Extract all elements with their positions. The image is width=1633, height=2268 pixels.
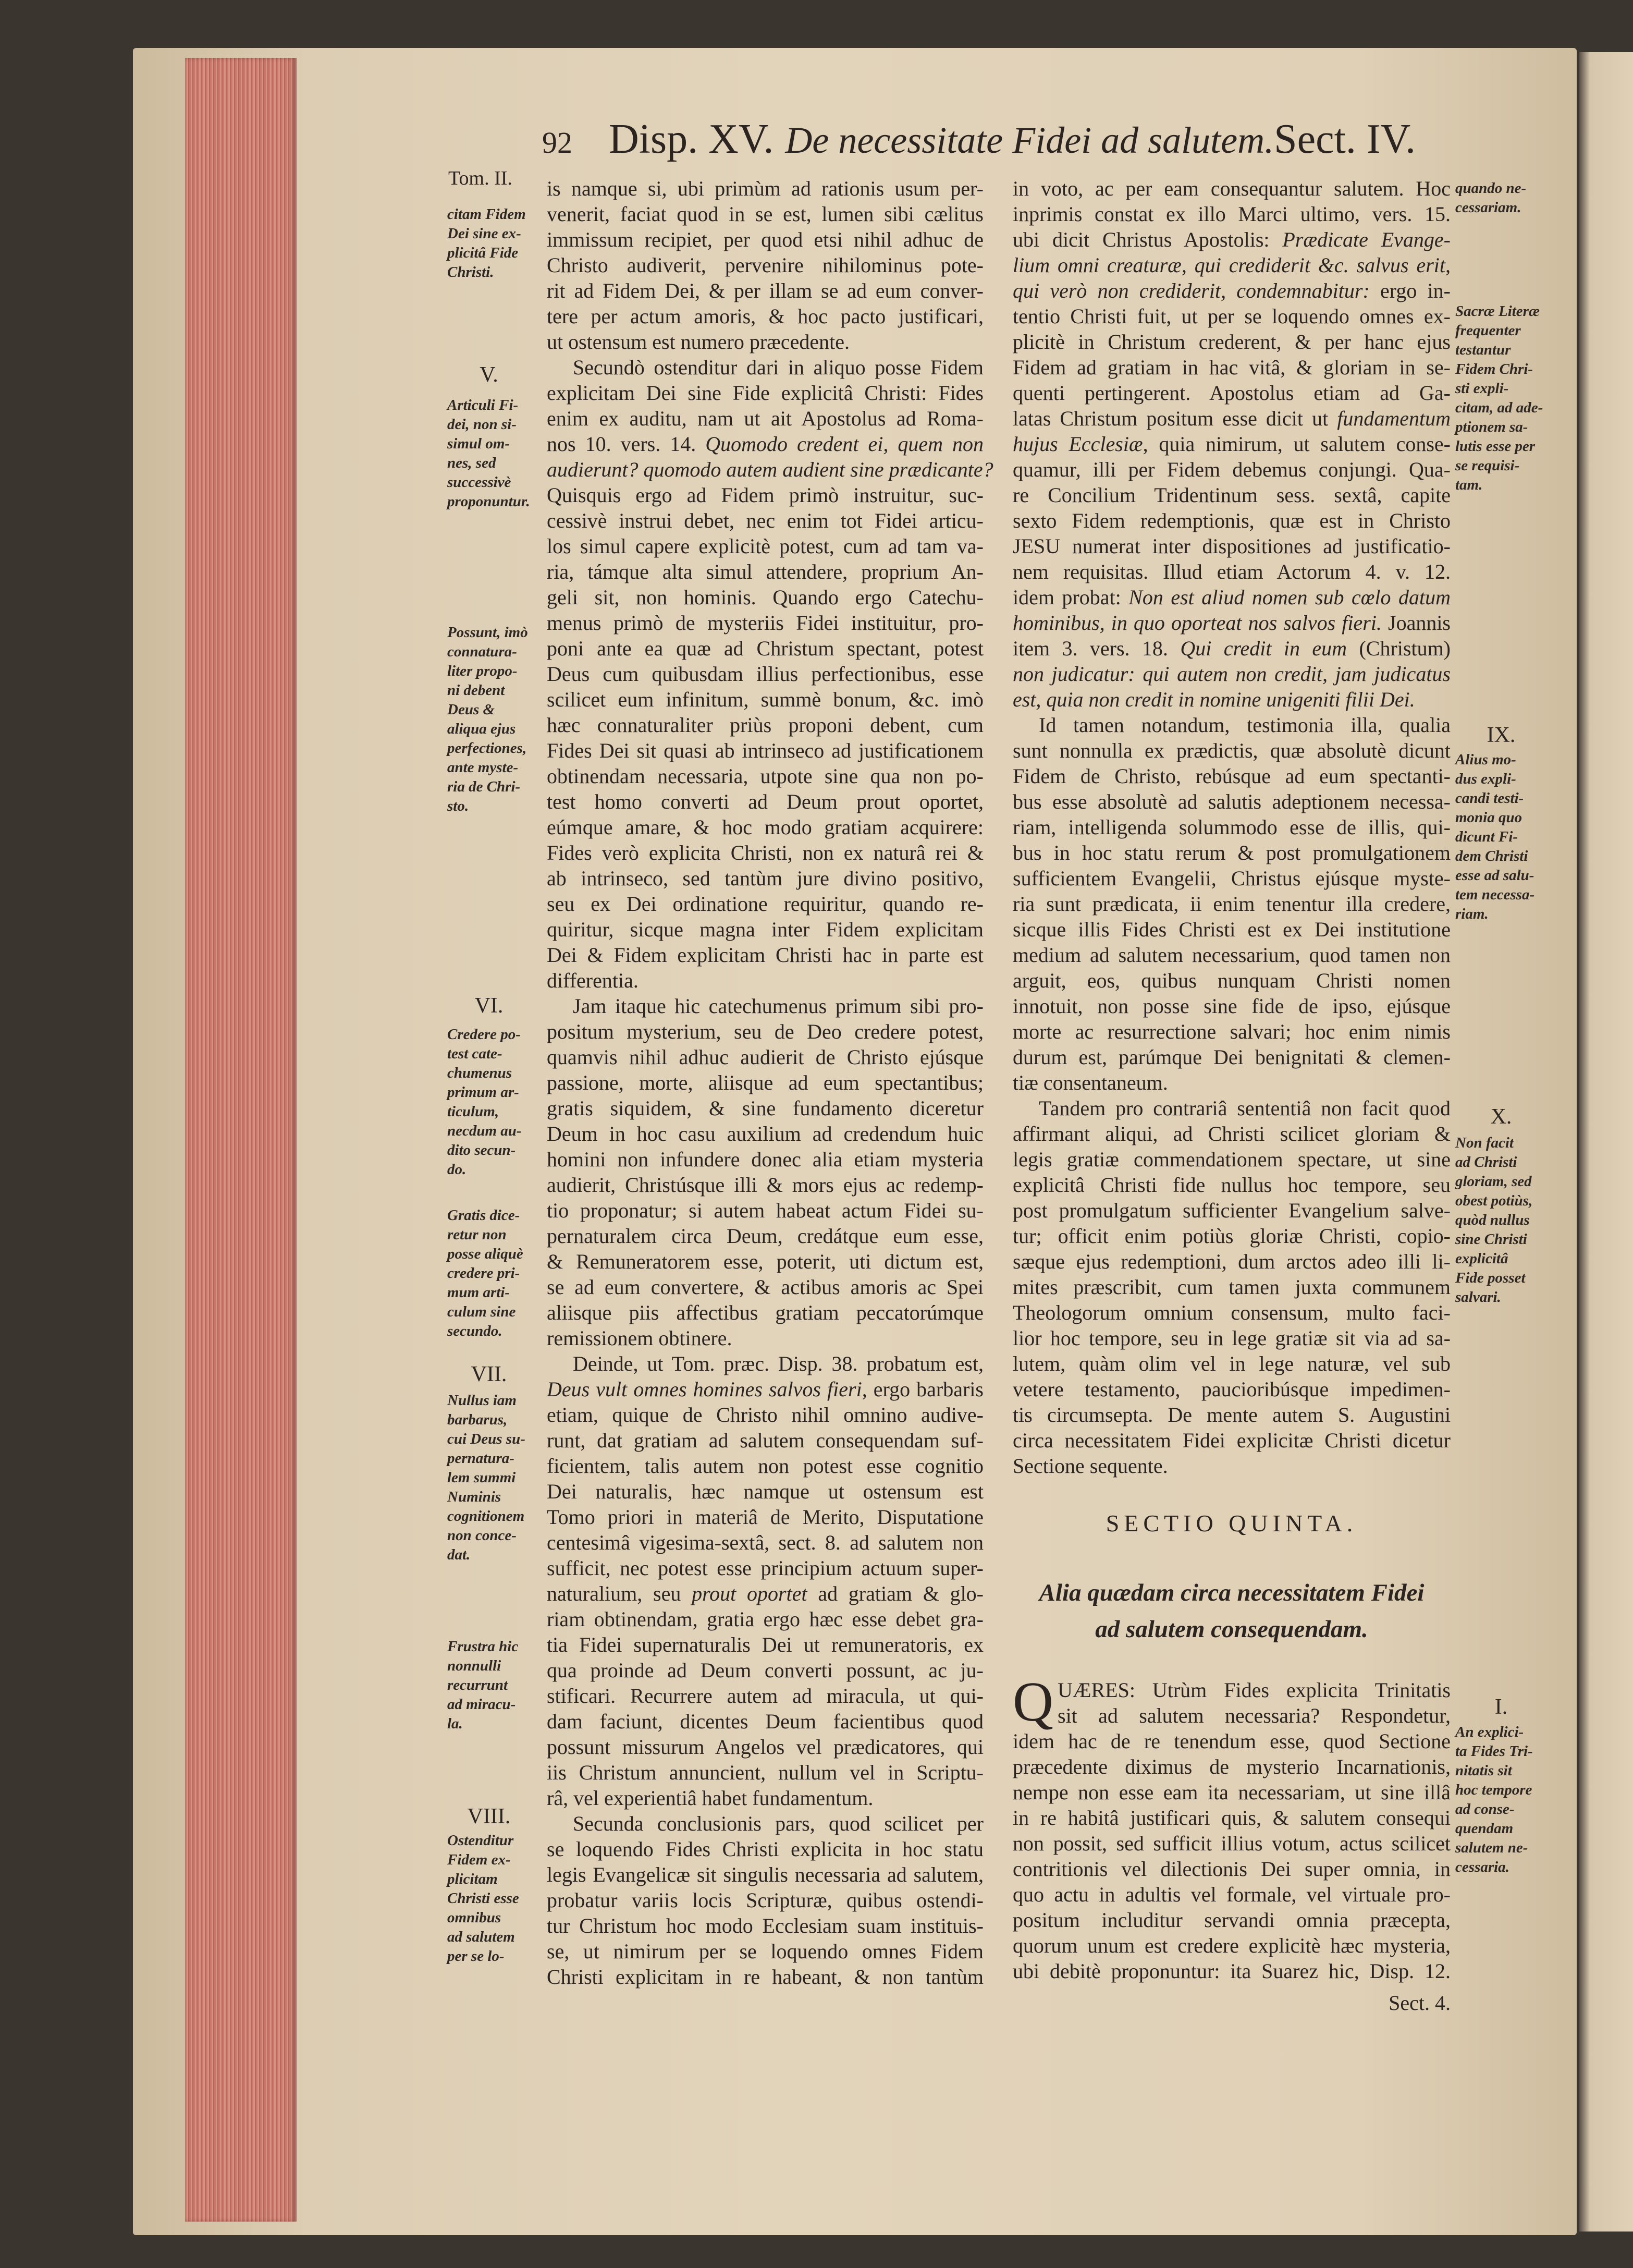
text-line: ut ostensum est numero præcedente. bbox=[547, 330, 850, 353]
margin-note-line: Credere po- bbox=[447, 1026, 521, 1043]
margin-note-line: sto. bbox=[447, 798, 469, 814]
text-line: affirmant aliqui, ad Christi scilicet gloriam & bbox=[1013, 1122, 1451, 1145]
margin-note bbox=[447, 1206, 544, 1341]
paragraph bbox=[547, 1811, 984, 1990]
margin-note-line: recurrunt bbox=[447, 1677, 508, 1693]
text-line: hæc connaturaliter priùs proponi debent, cum bbox=[547, 713, 984, 737]
text-segment: ubi dicit Christus Apostolis: bbox=[1013, 228, 1283, 251]
text-line bbox=[1013, 252, 1451, 278]
text-line: vetere testamento, paucioribúsque impedimen- bbox=[1013, 1377, 1451, 1401]
italic-text: qui verò non crediderit, condemnabitur: bbox=[1013, 279, 1370, 302]
margin-note-line: retur non bbox=[447, 1226, 507, 1243]
text-line: Dei naturalis, hæc namque ut ostensum est bbox=[547, 1480, 984, 1503]
margin-note-line: per se lo- bbox=[447, 1948, 505, 1965]
margin-note bbox=[447, 1831, 544, 1966]
text-line: mites præscribit, cum tamen juxta communem bbox=[1013, 1275, 1451, 1299]
text-line: sæque ejus redemptioni, dum arctos adeo illi li- bbox=[1013, 1250, 1451, 1273]
text-line: ab intrinseco, sed tantùm jure divino positivo, bbox=[547, 867, 984, 890]
italic-text: hujus Ecclesiæ bbox=[1013, 432, 1143, 456]
text-line bbox=[1013, 406, 1451, 431]
margin-note-line: Gratis dice- bbox=[447, 1207, 520, 1224]
margin-note-line: Articuli Fi- bbox=[447, 397, 519, 413]
margin-note-line: Alius mo- bbox=[1455, 751, 1516, 768]
drop-cap: Q bbox=[1013, 1671, 1053, 1733]
section-subtitle bbox=[1013, 1575, 1451, 1648]
margin-section-number: VII. bbox=[471, 1362, 507, 1386]
margin-note-line: monia quo bbox=[1455, 809, 1523, 826]
text-line: se loquendo Fides Christi explicita in hoc statu bbox=[547, 1837, 984, 1861]
italic-text: Quomodo credent ei, quem non bbox=[705, 432, 984, 456]
text-line: Deus cum quibusdam illius perfectionibus, esse bbox=[547, 662, 984, 686]
section-subtitle-line: Alia quædam circa necessitatem Fidei bbox=[1039, 1579, 1425, 1606]
text-line: tur Christum hoc modo Ecclesiam suam instituis- bbox=[547, 1914, 984, 1937]
text-line: riam obtinendam, gratia ergo hæc esse debet gra- bbox=[547, 1607, 984, 1631]
text-segment: ad gratiam & glo- bbox=[807, 1582, 984, 1605]
margin-note-line: ad Christi bbox=[1455, 1154, 1517, 1170]
text-line bbox=[547, 431, 984, 457]
text-line: ria sunt prædicata, ii enim tenentur illa credere, bbox=[1013, 892, 1451, 916]
italic-text: hominibus, in quo oporteat nos salvos fieri. bbox=[1013, 611, 1382, 635]
text-line: tis circumsepta. De mente autem S. Augustini bbox=[1013, 1403, 1451, 1426]
margin-note-line: quendam bbox=[1455, 1820, 1514, 1837]
margin-note-line: necdum au- bbox=[447, 1123, 522, 1139]
text-line: tia Fidei supernaturalis Dei ut remuneratoris, ex bbox=[547, 1633, 984, 1656]
text-line: positum mysterium, seu de Deo credere potest, bbox=[547, 1020, 984, 1043]
margin-note-line: citam, ad ade- bbox=[1455, 399, 1543, 416]
text-line: JESU numerat inter dispositiones ad justificatio- bbox=[1013, 534, 1451, 558]
page-number: 92 bbox=[542, 126, 572, 160]
text-line: seu ex Dei ordinatione requiritur, quando re- bbox=[547, 892, 984, 916]
header-disputation: Disp. XV. bbox=[609, 116, 774, 162]
text-line: quenti pertingerent. Apostolus etiam ad Ga- bbox=[1013, 381, 1451, 405]
margin-section-number: VIII. bbox=[467, 1804, 511, 1828]
margin-note-line: testantur bbox=[1455, 342, 1511, 358]
margin-note-line: Numinis bbox=[447, 1489, 501, 1505]
text-line: immissum recipiet, per quod etsi nihil adhuc de bbox=[547, 228, 984, 251]
text-segment: ergo barbaris bbox=[867, 1377, 984, 1401]
margin-section-number: X. bbox=[1490, 1105, 1512, 1129]
margin-note bbox=[1455, 750, 1560, 924]
margin-note-line: ni debent bbox=[447, 682, 505, 699]
text-line: sufficit, nec potest esse principium actuum super- bbox=[547, 1556, 984, 1580]
margin-note-line: riam. bbox=[1455, 906, 1489, 922]
text-line: Fides Dei sit quasi ab intrinseco ad justificationem bbox=[547, 739, 984, 762]
margin-note-line: ad conse- bbox=[1455, 1801, 1515, 1818]
text-line: plicitè in Christum crederent, & per hanc ejus bbox=[1013, 330, 1451, 353]
text-line bbox=[1013, 584, 1451, 610]
margin-note bbox=[447, 396, 544, 511]
text-line: Tomo priori in materiâ de Merito, Disputatione bbox=[547, 1505, 984, 1529]
text-line: Dei & Fidem explicitam Christi hac in parte est bbox=[547, 943, 984, 967]
margin-note bbox=[447, 623, 544, 816]
margin-note-line: simul om- bbox=[447, 435, 510, 452]
text-segment: nos 10. vers. 14. bbox=[547, 432, 706, 456]
margin-note-line: mum arti- bbox=[447, 1284, 510, 1301]
text-line: quiritur, sicque magna inter Fidem explicitam bbox=[547, 918, 984, 941]
margin-note-line: ad miracu- bbox=[447, 1696, 516, 1713]
text-line: se ad eum convertere, & actibus amoris ac Spei bbox=[547, 1275, 984, 1299]
text-line: Secunda conclusionis pars, quod scilicet per bbox=[573, 1812, 984, 1835]
margin-note-line: Dei sine ex- bbox=[447, 225, 521, 242]
margin-note-line: esse ad salu- bbox=[1455, 867, 1534, 884]
paragraph bbox=[547, 355, 993, 993]
header-section: Sect. IV. bbox=[1274, 116, 1416, 162]
margin-note-line: obest potiùs, bbox=[1455, 1192, 1533, 1209]
margin-note-line: cui Deus su- bbox=[447, 1431, 525, 1447]
margin-note-line: salvari. bbox=[1455, 1289, 1501, 1306]
paragraph bbox=[1013, 712, 1451, 1095]
margin-note-line: lem summi bbox=[447, 1469, 516, 1486]
margin-note-line: Christi. bbox=[447, 264, 494, 281]
italic-text: lium omni creaturæ, qui crediderit &c. salvus erit, bbox=[1013, 253, 1451, 277]
margin-note-line: la. bbox=[447, 1715, 463, 1732]
margin-note-line: dito secun- bbox=[447, 1142, 516, 1159]
paragraph bbox=[1013, 1095, 1451, 1479]
text-line: remissionem obtinere. bbox=[547, 1326, 732, 1350]
text-line: medium ad salutem necessarium, quod tamen non bbox=[1013, 943, 1451, 967]
margin-section-number: VI. bbox=[474, 994, 504, 1018]
text-line bbox=[547, 1581, 984, 1606]
text-line: explicitâ Christi fide nullus hoc tempore, seu bbox=[1013, 1173, 1451, 1197]
italic-text: Prædicate Evange- bbox=[1282, 228, 1451, 251]
text-line: Deinde, ut Tom. præc. Disp. 38. probatum est, bbox=[573, 1352, 984, 1375]
text-line: ubi debitè proponuntur: ita Suarez hic, Disp. 12. bbox=[1013, 1959, 1451, 1983]
text-line: UÆRES: Utrùm Fides explicita Trinitatis bbox=[1058, 1678, 1451, 1702]
text-line: eúmque amare, & hoc modo gratiam acquirere: bbox=[547, 815, 984, 839]
text-line: durum est, parúmque Dei benignitati & clemen- bbox=[1013, 1045, 1451, 1069]
margin-note-line: aliqua ejus bbox=[447, 721, 516, 737]
text-line bbox=[1013, 278, 1451, 303]
margin-note bbox=[447, 1025, 544, 1179]
margin-note-line: connatura- bbox=[447, 643, 517, 660]
margin-note-line: Nullus iam bbox=[447, 1392, 517, 1409]
text-line: legis Evangelicæ sit singulis necessaria ad salutem, bbox=[547, 1863, 984, 1886]
text-line: pernaturalem circa Deum, credátque eum esse, bbox=[547, 1224, 984, 1248]
text-line: Christo audiverit, pervenire nihilominus pote- bbox=[547, 253, 984, 277]
text-line: re Concilium Tridentinum sess. sextâ, capite bbox=[1013, 483, 1451, 507]
margin-note-line: ticulum, bbox=[447, 1103, 499, 1120]
margin-note-line: Possunt, imò bbox=[447, 624, 528, 641]
margin-note-line: Fide posset bbox=[1455, 1270, 1526, 1286]
text-line: nem requisitas. Illud etiam Actorum 4. v. 12. bbox=[1013, 560, 1451, 583]
text-line bbox=[1013, 227, 1451, 252]
margin-note-line: dat. bbox=[447, 1546, 471, 1563]
italic-text: est, quia non credit in nomine unigeniti filii Dei. bbox=[1013, 688, 1415, 711]
catchword: Sect. 4. bbox=[1389, 1991, 1451, 2015]
margin-note-line: ante myste- bbox=[447, 759, 519, 776]
margin-note-line: tem necessa- bbox=[1455, 886, 1535, 903]
margin-note-line: sti expli- bbox=[1455, 380, 1509, 397]
margin-note-line: Fidem ex- bbox=[447, 1851, 511, 1868]
text-line: menus primò de mysteriis Fidei instituitur, pro- bbox=[547, 611, 984, 635]
text-line: arguit, eos, quibus nunquam Christi nomen bbox=[1013, 969, 1451, 992]
margin-note-line: nitatis sit bbox=[1455, 1762, 1512, 1779]
text-line: Quisquis ergo ad Fidem primò instruitur, suc- bbox=[547, 483, 984, 507]
text-line: se, ut nimirum per se loquendo omnes Fidem bbox=[547, 1940, 984, 1963]
margin-note-line: Non facit bbox=[1455, 1135, 1514, 1151]
text-line: scilicet eum infinitum, summè bonum, &c. imò bbox=[547, 688, 984, 711]
text-line: stificari. Recurrere autem ad miracula, ut qui- bbox=[547, 1684, 984, 1708]
paragraph bbox=[547, 993, 984, 1351]
margin-note bbox=[1455, 302, 1560, 495]
text-line: inprimis constat ex illo Marci ultimo, vers. 15. bbox=[1013, 202, 1451, 226]
margin-note-line: ria de Chri- bbox=[447, 778, 521, 795]
italic-text: Non est aliud nomen sub cœlo datum bbox=[1128, 586, 1451, 609]
text-line: sexto Fidem redemptionis, quæ est in Christo bbox=[1013, 509, 1451, 532]
text-line: centesimâ vigesima-sextâ, sect. 8. ad salutem non bbox=[547, 1531, 984, 1554]
text-line: obtinendam necessaria, utpote sine qua non po- bbox=[547, 764, 984, 788]
margin-note-line: plicitam bbox=[447, 1871, 498, 1887]
margin-note bbox=[447, 205, 544, 282]
margin-note-line: se requisi- bbox=[1455, 457, 1520, 474]
text-segment: item 3. vers. 18. bbox=[1013, 637, 1181, 660]
text-line: Fidem ad gratiam in hac vitâ, & gloriam in se- bbox=[1013, 356, 1451, 379]
text-segment: (Christum) bbox=[1347, 637, 1451, 660]
margin-note-line: barbarus, bbox=[447, 1411, 508, 1428]
text-line: bus in hoc statu rerum & post promulgationem bbox=[1013, 841, 1451, 864]
text-line: aliisque piis affectibus gratiam peccatorúmque bbox=[547, 1301, 984, 1324]
italic-text: Deus vult omnes homines salvos fieri, bbox=[547, 1377, 867, 1401]
italic-text: audierunt? quomodo autem audient sine prædicante? bbox=[547, 458, 993, 481]
margin-note-line: proponuntur. bbox=[447, 493, 530, 510]
text-line: possunt missurum Angelos vel prædicatores, qui bbox=[547, 1735, 984, 1759]
text-line: quamvis nihil adhuc audierit de Christo ejúsque bbox=[547, 1045, 984, 1069]
text-line: ficientem, talis autem non potest esse cognitio bbox=[547, 1454, 984, 1478]
header-title: De necessitate Fidei ad salutem. bbox=[785, 119, 1274, 161]
text-line: idem hac de re tenendum esse, quod Sectione bbox=[1013, 1729, 1451, 1753]
margin-note-line: chumenus bbox=[447, 1065, 512, 1081]
margin-note-line: Ostenditur bbox=[447, 1832, 514, 1849]
text-line bbox=[1013, 636, 1451, 661]
text-line: Christi explicitam in re habeant, & non tantùm bbox=[547, 1965, 984, 1989]
text-line: los simul capere explicitè potest, cum ad tam va- bbox=[547, 534, 984, 558]
text-line: Secundò ostenditur dari in aliquo posse Fidem bbox=[573, 356, 984, 379]
text-line: positum includitur servandi omnia præcepta, bbox=[1013, 1908, 1451, 1932]
text-line: sunt nonnulla ex prædictis, quæ absolutè dicunt bbox=[1013, 739, 1451, 762]
running-header bbox=[542, 116, 1416, 163]
margin-note bbox=[1455, 1133, 1560, 1307]
text-line: homini non infundere donec alia etiam mysteria bbox=[547, 1148, 984, 1171]
margin-note-line: cessariam. bbox=[1455, 199, 1521, 216]
margin-note bbox=[447, 1391, 544, 1565]
margin-note-line: nes, sed bbox=[447, 455, 496, 471]
margin-note-line: dus expli- bbox=[1455, 771, 1516, 787]
text-line: Sectione sequente. bbox=[1013, 1454, 1168, 1478]
text-line: venerit, faciat quod in se est, lumen sibi cælitus bbox=[547, 202, 984, 226]
text-segment: naturalium, seu bbox=[547, 1582, 692, 1605]
text-line: enim ex auditu, nam ut ait Apostolus ad Roma- bbox=[547, 407, 984, 430]
margin-note-line: ta Fides Tri- bbox=[1455, 1743, 1533, 1760]
text-line: quamur, illi per Fidem debemus conjungi. Qua- bbox=[1013, 458, 1451, 481]
text-line: Theologorum omnium consensum, multo faci- bbox=[1013, 1301, 1451, 1324]
text-segment: latas Christum positum esse dicit ut bbox=[1013, 407, 1337, 430]
paragraph bbox=[547, 176, 984, 355]
text-line: sit ad salutem necessaria? Respondetur, bbox=[1058, 1704, 1451, 1727]
margin-note-line: plicitâ Fide bbox=[447, 245, 519, 261]
italic-text: Qui credit in eum bbox=[1180, 637, 1347, 660]
text-line: passione, morte, aliisque ad eum spectantibus; bbox=[547, 1071, 984, 1094]
paragraph bbox=[547, 1351, 984, 1811]
text-line: iis Christum annuncient, nullum vel in Scriptu- bbox=[547, 1761, 984, 1784]
margin-note-line: An explici- bbox=[1455, 1724, 1524, 1740]
margin-note-line: Sacræ Literæ bbox=[1455, 303, 1540, 320]
margin-note-line: credere pri- bbox=[447, 1265, 520, 1282]
text-line: tur; officit enim potiùs gloriæ Christi, copio- bbox=[1013, 1224, 1451, 1248]
section-body bbox=[1013, 1671, 1451, 1984]
section-subtitle-line: ad salutem consequendam. bbox=[1095, 1616, 1368, 1643]
text-line: explicitam Dei sine Fide explicitâ Christi: Fides bbox=[547, 381, 984, 405]
margin-note-line: perfectiones, bbox=[447, 740, 527, 757]
text-line: Id tamen notandum, testimonia illa, qualia bbox=[1039, 713, 1451, 737]
text-line: gratis siquidem, & sine fundamento diceretur bbox=[547, 1096, 984, 1120]
text-line: tentio Christi fuit, ut per se loquendo omnes ex- bbox=[1013, 304, 1451, 328]
text-line: differentia. bbox=[547, 969, 639, 992]
margin-note-line: pernatura- bbox=[447, 1450, 514, 1467]
text-line bbox=[547, 1376, 984, 1402]
text-line: sicque illis Fides Christi est ex Dei institutione bbox=[1013, 918, 1451, 941]
margin-note-line: lutis esse per bbox=[1455, 438, 1536, 455]
text-line: riam, intelligenda solummodo esse de illis, qui- bbox=[1013, 815, 1451, 839]
facing-page-edge bbox=[1579, 52, 1633, 2232]
text-line bbox=[1013, 431, 1451, 457]
margin-note-line: test cate- bbox=[447, 1045, 502, 1062]
paragraph bbox=[1013, 176, 1451, 712]
text-line: post promulgatum sufficienter Evangelium salve- bbox=[1013, 1199, 1451, 1222]
text-line: circa necessitatem Fidei explicitæ Christi dicetur bbox=[1013, 1429, 1451, 1452]
text-line: nempe non esse eam ita necessariam, ut sine illâ bbox=[1013, 1781, 1451, 1804]
text-line: poni ante ea quæ ad Christum spectant, potest bbox=[547, 637, 984, 660]
margin-note-line: explicitâ bbox=[1455, 1250, 1508, 1267]
margin-section-number: I. bbox=[1494, 1695, 1508, 1719]
right-text-column bbox=[1013, 176, 1451, 1479]
text-segment: idem probat: bbox=[1013, 586, 1129, 609]
text-line: in voto, ac per eam consequantur salutem. Hoc bbox=[1013, 177, 1451, 200]
text-line: audierit, Christúsque illi & mors ejus ac redemp- bbox=[547, 1173, 984, 1197]
text-line: râ, vel experientiâ habet fundamentum. bbox=[547, 1786, 874, 1810]
margin-note-line: gloriam, sed bbox=[1455, 1173, 1532, 1190]
margin-note-line: Christi esse bbox=[447, 1890, 519, 1907]
text-line: geli sit, non hominis. Quando ergo Catechu- bbox=[547, 586, 984, 609]
margin-note-line: candi testi- bbox=[1455, 790, 1524, 807]
margin-note-line: cessaria. bbox=[1455, 1859, 1509, 1875]
text-line: qua proinde ad Deum converti possunt, ac ju- bbox=[547, 1659, 984, 1682]
margin-note-line: Deus & bbox=[447, 701, 495, 718]
margin-note bbox=[1455, 179, 1560, 217]
text-line: is namque si, ubi primùm ad rationis usum per- bbox=[547, 177, 984, 200]
section-heading: SECTIO QUINTA. bbox=[1106, 1510, 1358, 1537]
text-line: tere per actum amoris, & hoc pacto justificari, bbox=[547, 304, 984, 328]
text-line: etiam, quique de Christo nihil omnino audive- bbox=[547, 1403, 984, 1426]
text-line: runt, dat gratiam ad salutem consequendam suf- bbox=[547, 1429, 984, 1452]
margin-note bbox=[447, 1637, 544, 1734]
text-line: præcedente diximus de mysterio Incarnationis, bbox=[1013, 1755, 1451, 1778]
margin-note-line: secundo. bbox=[447, 1323, 502, 1339]
text-line: tiæ consentaneum. bbox=[1013, 1071, 1168, 1094]
text-line: Deum in hoc casu auxilium ad credendum huic bbox=[547, 1122, 984, 1145]
italic-text: fundamentum bbox=[1337, 407, 1451, 430]
margin-note-line: ptionem sa- bbox=[1455, 419, 1528, 435]
text-line: lutem, quàm olim vel in lege naturæ, vel sub bbox=[1013, 1352, 1451, 1375]
text-line: rit ad Fidem Dei, & per illam se ad eum conver- bbox=[547, 279, 984, 302]
margin-note-line: quòd nullus bbox=[1455, 1212, 1530, 1228]
margin-note-line: Frustra hic bbox=[447, 1638, 519, 1655]
text-line: Tandem pro contrariâ sententiâ non facit quod bbox=[1039, 1096, 1451, 1120]
text-segment: , quia nimirum, ut salutem conse- bbox=[1143, 432, 1451, 456]
margin-note-line: frequenter bbox=[1455, 322, 1521, 339]
text-line: & Remuneratorem esse, poterit, uti dictum est, bbox=[547, 1250, 984, 1273]
margin-note-line: salutem ne- bbox=[1455, 1839, 1528, 1856]
margin-note-line: sine Christi bbox=[1455, 1231, 1527, 1248]
text-line bbox=[1013, 610, 1451, 636]
margin-section-number: V. bbox=[480, 363, 498, 387]
left-text-column bbox=[547, 176, 993, 1990]
margin-note-line: nonnulli bbox=[447, 1657, 501, 1674]
text-line: in re habitâ justificari quis, & salutem consequi bbox=[1013, 1806, 1451, 1830]
margin-note-line: posse aliquè bbox=[447, 1246, 523, 1262]
text-segment: Joannis bbox=[1381, 611, 1451, 635]
text-line: tio proponatur; si autem habeat actum Fidei su- bbox=[547, 1199, 984, 1222]
text-line: non possit, sed sufficit illius votum, actus scilicet bbox=[1013, 1832, 1451, 1855]
text-line: sufficientem Evangelii, Christus ejúsque myste- bbox=[1013, 867, 1451, 890]
text-line: probatur variis locis Scripturæ, quibus ostendi- bbox=[547, 1888, 984, 1912]
margin-note bbox=[1455, 1723, 1560, 1877]
text-line: dam faciunt, dicentes Deum facientibus quod bbox=[547, 1710, 984, 1733]
page-edge-red bbox=[185, 58, 297, 2222]
text-line: legis gratiæ commendationem spectare, ut sine bbox=[1013, 1148, 1451, 1171]
margin-note-line: tam. bbox=[1455, 477, 1483, 493]
margin-note-line: cognitionem bbox=[447, 1508, 525, 1525]
text-line: contritionis vel dilectionis Dei super omnia, in bbox=[1013, 1857, 1451, 1881]
text-line: Jam itaque hic catechumenus primum sibi pro- bbox=[573, 994, 984, 1018]
text-line: quo actu in adultis vel formale, vel virtuale pro- bbox=[1013, 1883, 1451, 1906]
text-line bbox=[547, 457, 993, 482]
margin-note-line: non conce- bbox=[447, 1527, 517, 1544]
italic-text: non judicatur: qui autem non credit, jam judicatus bbox=[1013, 662, 1451, 686]
text-line: lior hoc tempore, seu in lege gratiæ sit via ad sa- bbox=[1013, 1326, 1451, 1350]
text-line bbox=[1013, 661, 1451, 687]
margin-note-line: dicunt Fi- bbox=[1455, 828, 1518, 845]
margin-note-line: omnibus bbox=[447, 1909, 501, 1926]
margin-note-line: hoc tempore bbox=[1455, 1782, 1532, 1798]
text-line: Fides verò explicita Christi, non ex naturâ rei & bbox=[547, 841, 984, 864]
margin-note-line: ad salutem bbox=[447, 1929, 515, 1945]
text-line bbox=[1013, 687, 1451, 712]
margin-section-number: IX. bbox=[1487, 723, 1516, 747]
margin-note-line: culum sine bbox=[447, 1303, 516, 1320]
text-line: ria, támque alta simul attendere, proprium An- bbox=[547, 560, 984, 583]
margin-note-line: primum ar- bbox=[447, 1084, 519, 1101]
tome-label: Tom. II. bbox=[448, 167, 512, 189]
margin-note-line: citam Fidem bbox=[447, 206, 526, 223]
italic-text: prout oportet bbox=[692, 1582, 807, 1605]
margin-note-line: dem Christi bbox=[1455, 848, 1528, 864]
margin-note-line: Fidem Chri- bbox=[1455, 361, 1533, 377]
text-line: Fidem de Christo, rebúsque ad eum spectanti- bbox=[1013, 764, 1451, 788]
text-line: cessivè instrui debet, nec enim tot Fidei articu- bbox=[547, 509, 984, 532]
text-line: quorum unum est credere explicitè hæc mysteria, bbox=[1013, 1934, 1451, 1957]
text-line: innotuit, non posse sine fide de ipso, ejúsque bbox=[1013, 994, 1451, 1018]
margin-note-line: do. bbox=[447, 1161, 466, 1178]
text-line: bus esse absolutè ad salutis adeptionem necessa- bbox=[1013, 790, 1451, 813]
margin-note-line: quando ne- bbox=[1455, 180, 1527, 197]
margin-note-line: dei, non si- bbox=[447, 416, 517, 433]
text-segment: ergo in- bbox=[1369, 279, 1451, 302]
text-line: test homo converti ad Deum prout oportet, bbox=[547, 790, 984, 813]
margin-note-line: successivè bbox=[447, 474, 511, 491]
margin-note-line: liter propo- bbox=[447, 663, 518, 679]
text-line: morte ac resurrectione salvari; hoc enim nimis bbox=[1013, 1020, 1451, 1043]
